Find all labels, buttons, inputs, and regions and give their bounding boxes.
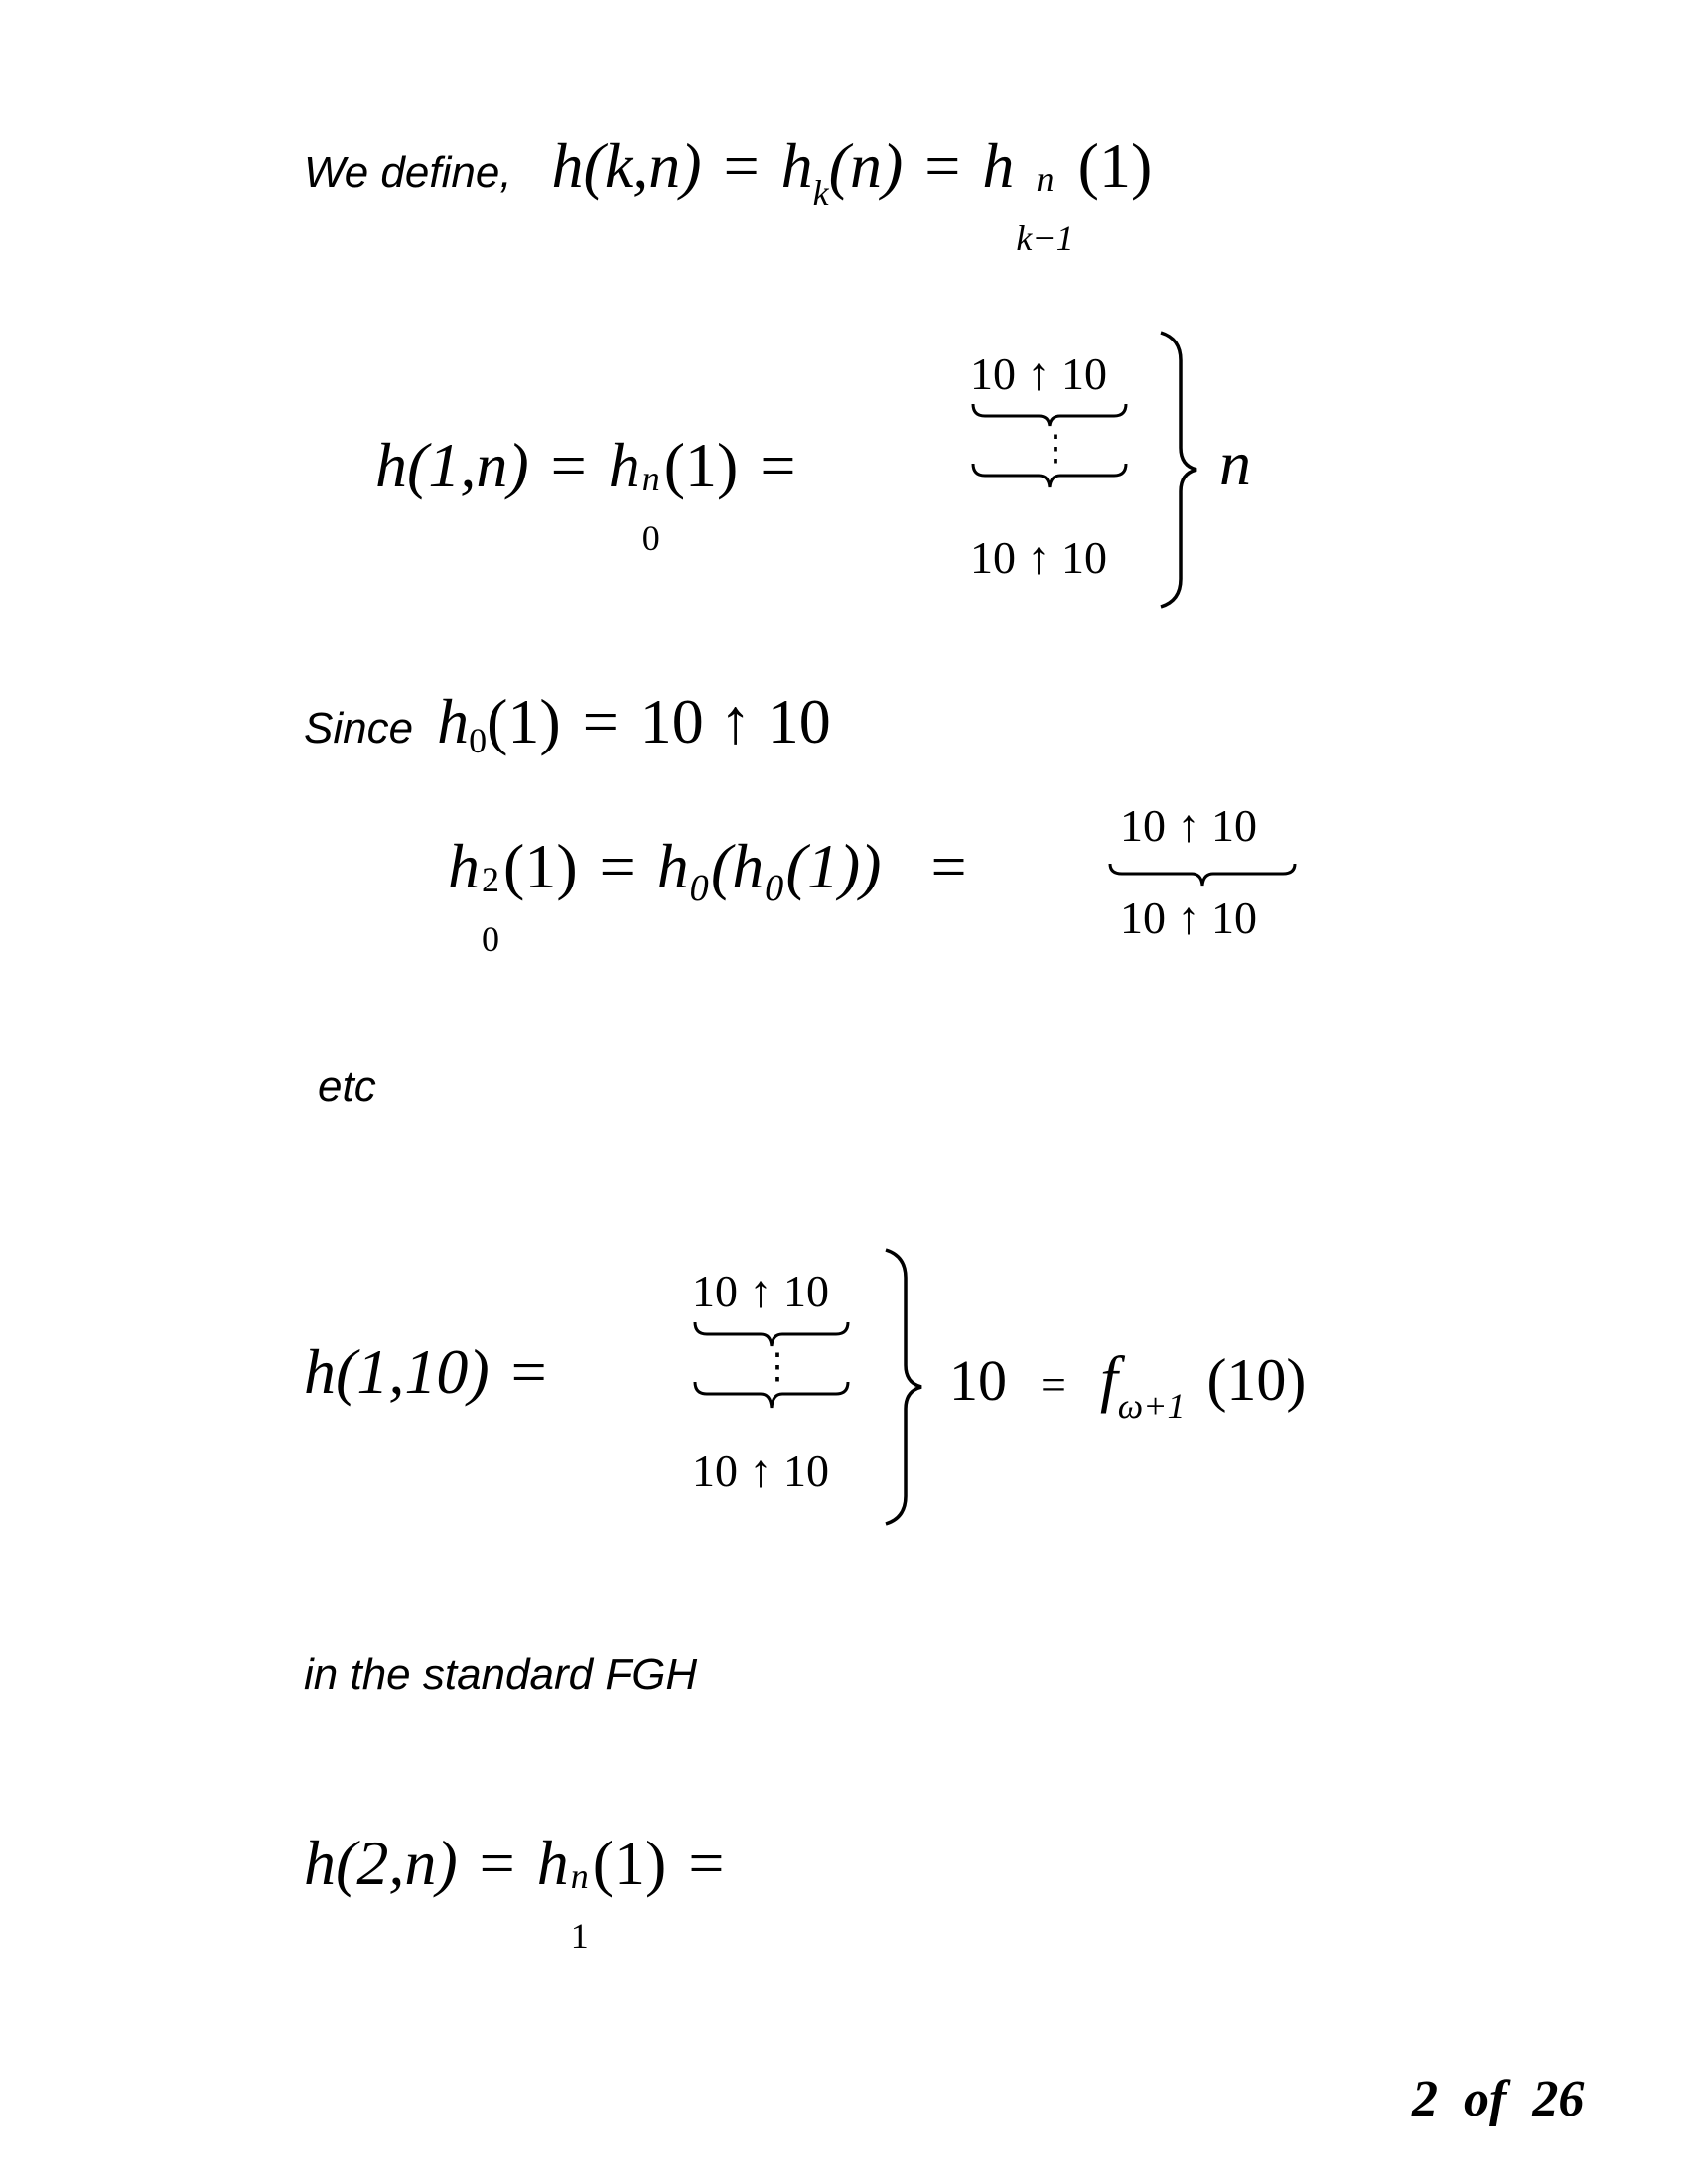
h0-squared-line <box>448 830 989 959</box>
equals-sign: = <box>479 1828 515 1898</box>
equals-sign: = <box>924 130 961 201</box>
tower-top: 10 ↑ 10 <box>692 1266 829 1316</box>
fgh-note: in the standard FGH <box>304 1650 698 1699</box>
tower-top: 10 ↑ 10 <box>970 348 1107 399</box>
iterate-subscript: 1 <box>570 1916 589 1956</box>
underbrace <box>1108 862 1297 891</box>
iterate-subscript: 0 <box>641 518 660 558</box>
equals-sign: = <box>582 686 619 756</box>
tower-bottom: 10 ↑ 10 <box>1120 892 1257 943</box>
lhs-expression: h(1,10) <box>304 1336 490 1407</box>
iterate-scripts <box>642 461 660 556</box>
h110-line <box>304 1335 569 1409</box>
iterate-superscript: n <box>570 1856 589 1896</box>
equals-sign: = <box>599 831 635 901</box>
hk-h: h <box>780 130 813 201</box>
iterate-h: h <box>448 831 480 901</box>
iterate-argument: (1) <box>1077 130 1153 201</box>
hk-argument: (n) <box>828 130 904 201</box>
iterate-h: h <box>536 1828 569 1898</box>
iterate-scripts <box>571 1858 589 1954</box>
fgh-f: f <box>1099 1343 1118 1414</box>
equals-sign: = <box>688 1828 725 1898</box>
nested-expression: h₀(h₀(1)) <box>656 831 882 901</box>
tower-count: 10 <box>949 1348 1007 1413</box>
lhs-expression: h(k,n) <box>551 130 702 201</box>
tower-count: n <box>1219 428 1251 498</box>
vertical-ellipsis: ⋮ <box>1038 428 1073 468</box>
iterate-superscript: n <box>1036 159 1055 199</box>
since-line <box>304 685 831 758</box>
h0-subscript: 0 <box>469 721 488 760</box>
iterate-argument: (1) <box>592 1828 667 1898</box>
page-number: 2 of 26 <box>1412 2071 1585 2127</box>
iterate-argument: (1) <box>503 831 578 901</box>
definition-line <box>304 129 1153 258</box>
fgh-argument: (10) <box>1206 1347 1307 1413</box>
tower-top: 10 ↑ 10 <box>1120 800 1257 851</box>
h2n-line <box>304 1827 746 1956</box>
right-brace <box>882 1248 941 1526</box>
lhs-expression: h(2,n) <box>304 1828 458 1898</box>
right-brace <box>1157 331 1216 609</box>
definition-label: We define, <box>304 148 512 197</box>
iterate-subscript: 0 <box>482 919 499 959</box>
tower-bottom: 10 ↑ 10 <box>692 1445 829 1496</box>
iterate-superscript: n <box>641 459 660 498</box>
iterate-argument: (1) <box>663 430 739 500</box>
hk-subscript: k <box>812 173 829 212</box>
etc-text: etc <box>318 1062 376 1111</box>
equals-sign: = <box>723 130 760 201</box>
iterate-scripts <box>482 862 499 957</box>
equals-sign: = <box>550 430 587 500</box>
iterate-h: h <box>608 430 640 500</box>
h110-result <box>949 1342 1307 1426</box>
h0: h <box>437 686 470 756</box>
equals-sign: = <box>930 831 967 901</box>
equals-sign: = <box>1041 1359 1066 1410</box>
equals-sign: = <box>510 1336 547 1407</box>
tower-bottom: 10 ↑ 10 <box>970 532 1107 583</box>
since-rhs: 10 ↑ 10 <box>639 686 831 756</box>
lhs-expression: h(1,n) <box>375 430 529 500</box>
h0-argument: (1) <box>487 686 561 756</box>
since-label: Since <box>304 704 414 752</box>
iterate-h: h <box>982 130 1015 201</box>
h1n-line <box>375 429 817 558</box>
equals-sign: = <box>760 430 796 500</box>
vertical-ellipsis: ⋮ <box>760 1346 795 1386</box>
iterate-superscript: 2 <box>482 860 499 899</box>
iterate-subscript: k−1 <box>1016 218 1074 258</box>
fgh-subscript: ω+1 <box>1117 1386 1186 1426</box>
iterate-scripts <box>1016 161 1073 256</box>
